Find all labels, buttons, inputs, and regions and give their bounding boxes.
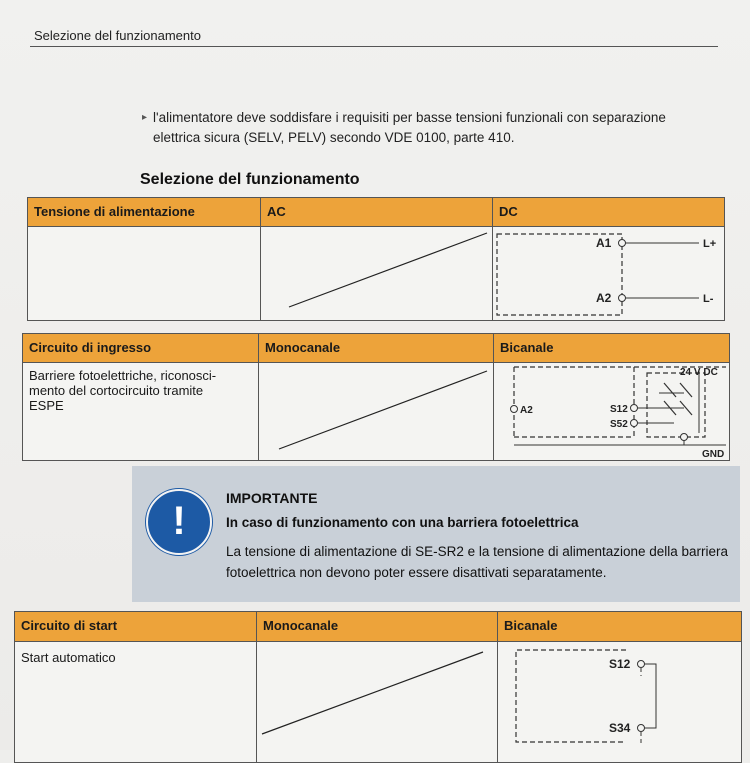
table-input-circuit — [22, 333, 730, 461]
bullet-text: l'alimentatore deve soddisfare i requisiti per basse tensioni funzionali con separazione elettrica sicura (SELV, PELV) secondo VDE 0100, parte 410. — [153, 110, 666, 145]
exclamation-icon: ! — [146, 489, 212, 555]
label-s12: S12 — [609, 657, 631, 671]
label-gnd: GND — [702, 449, 725, 459]
section-title: Selezione del funzionamento — [140, 171, 360, 188]
label-a2: A2 — [596, 291, 612, 305]
running-head: Selezione del funzionamento — [34, 28, 201, 43]
bullet-paragraph — [142, 108, 712, 148]
not-applicable-diagonal — [261, 227, 492, 319]
table-header-row — [28, 198, 724, 227]
label-l-plus: L+ — [703, 238, 717, 250]
header-input-circuit: Circuito di ingresso — [29, 340, 152, 355]
header-single-channel: Monocanale — [265, 340, 341, 355]
table-header-row — [15, 612, 741, 642]
label-24v-dc: 24 V DC — [680, 367, 718, 378]
header-supply-voltage: Tensione di alimentazione — [34, 204, 195, 219]
header-dc: DC — [499, 204, 518, 219]
not-applicable-diagonal — [259, 363, 493, 459]
label-a2: A2 — [520, 405, 533, 416]
header-start-circuit: Circuito di start — [21, 618, 118, 633]
label-s52: S52 — [610, 419, 628, 430]
dual-channel-input-circuit — [494, 363, 728, 459]
notice-body: La tensione di alimentazione di SE-SR2 e la tensione di alimentazione della barriera fotoelettrica non devono poter essere disattivati separatamente. — [226, 544, 729, 580]
table-supply-voltage — [27, 197, 725, 321]
dual-channel-start-circuit — [498, 642, 740, 762]
header-rule — [30, 46, 718, 47]
not-applicable-diagonal — [257, 642, 497, 762]
header-dual-channel: Bicanale — [500, 340, 554, 355]
header-dual-channel: Bicanale — [504, 618, 558, 633]
bullet-arrow-icon: ▸ — [142, 112, 148, 123]
header-ac: AC — [267, 204, 286, 219]
row-label-light-curtains: Barriere fotoelettriche, riconosci- mento del cortocircuito tramite ESPE — [29, 368, 217, 413]
dc-supply-circuit — [493, 227, 723, 319]
label-s12: S12 — [610, 404, 628, 415]
notice-subtitle: In caso di funzionamento con una barriera fotoelettrica — [226, 515, 579, 530]
label-l-minus: L- — [703, 293, 714, 305]
table-start-circuit — [14, 611, 742, 763]
header-single-channel: Monocanale — [263, 618, 339, 633]
label-a1: A1 — [596, 236, 612, 250]
label-s34: S34 — [609, 721, 631, 735]
table-header-row — [23, 334, 729, 363]
notice-title: IMPORTANTE — [226, 490, 318, 506]
row-label-automatic-start: Start automatico — [21, 650, 116, 665]
